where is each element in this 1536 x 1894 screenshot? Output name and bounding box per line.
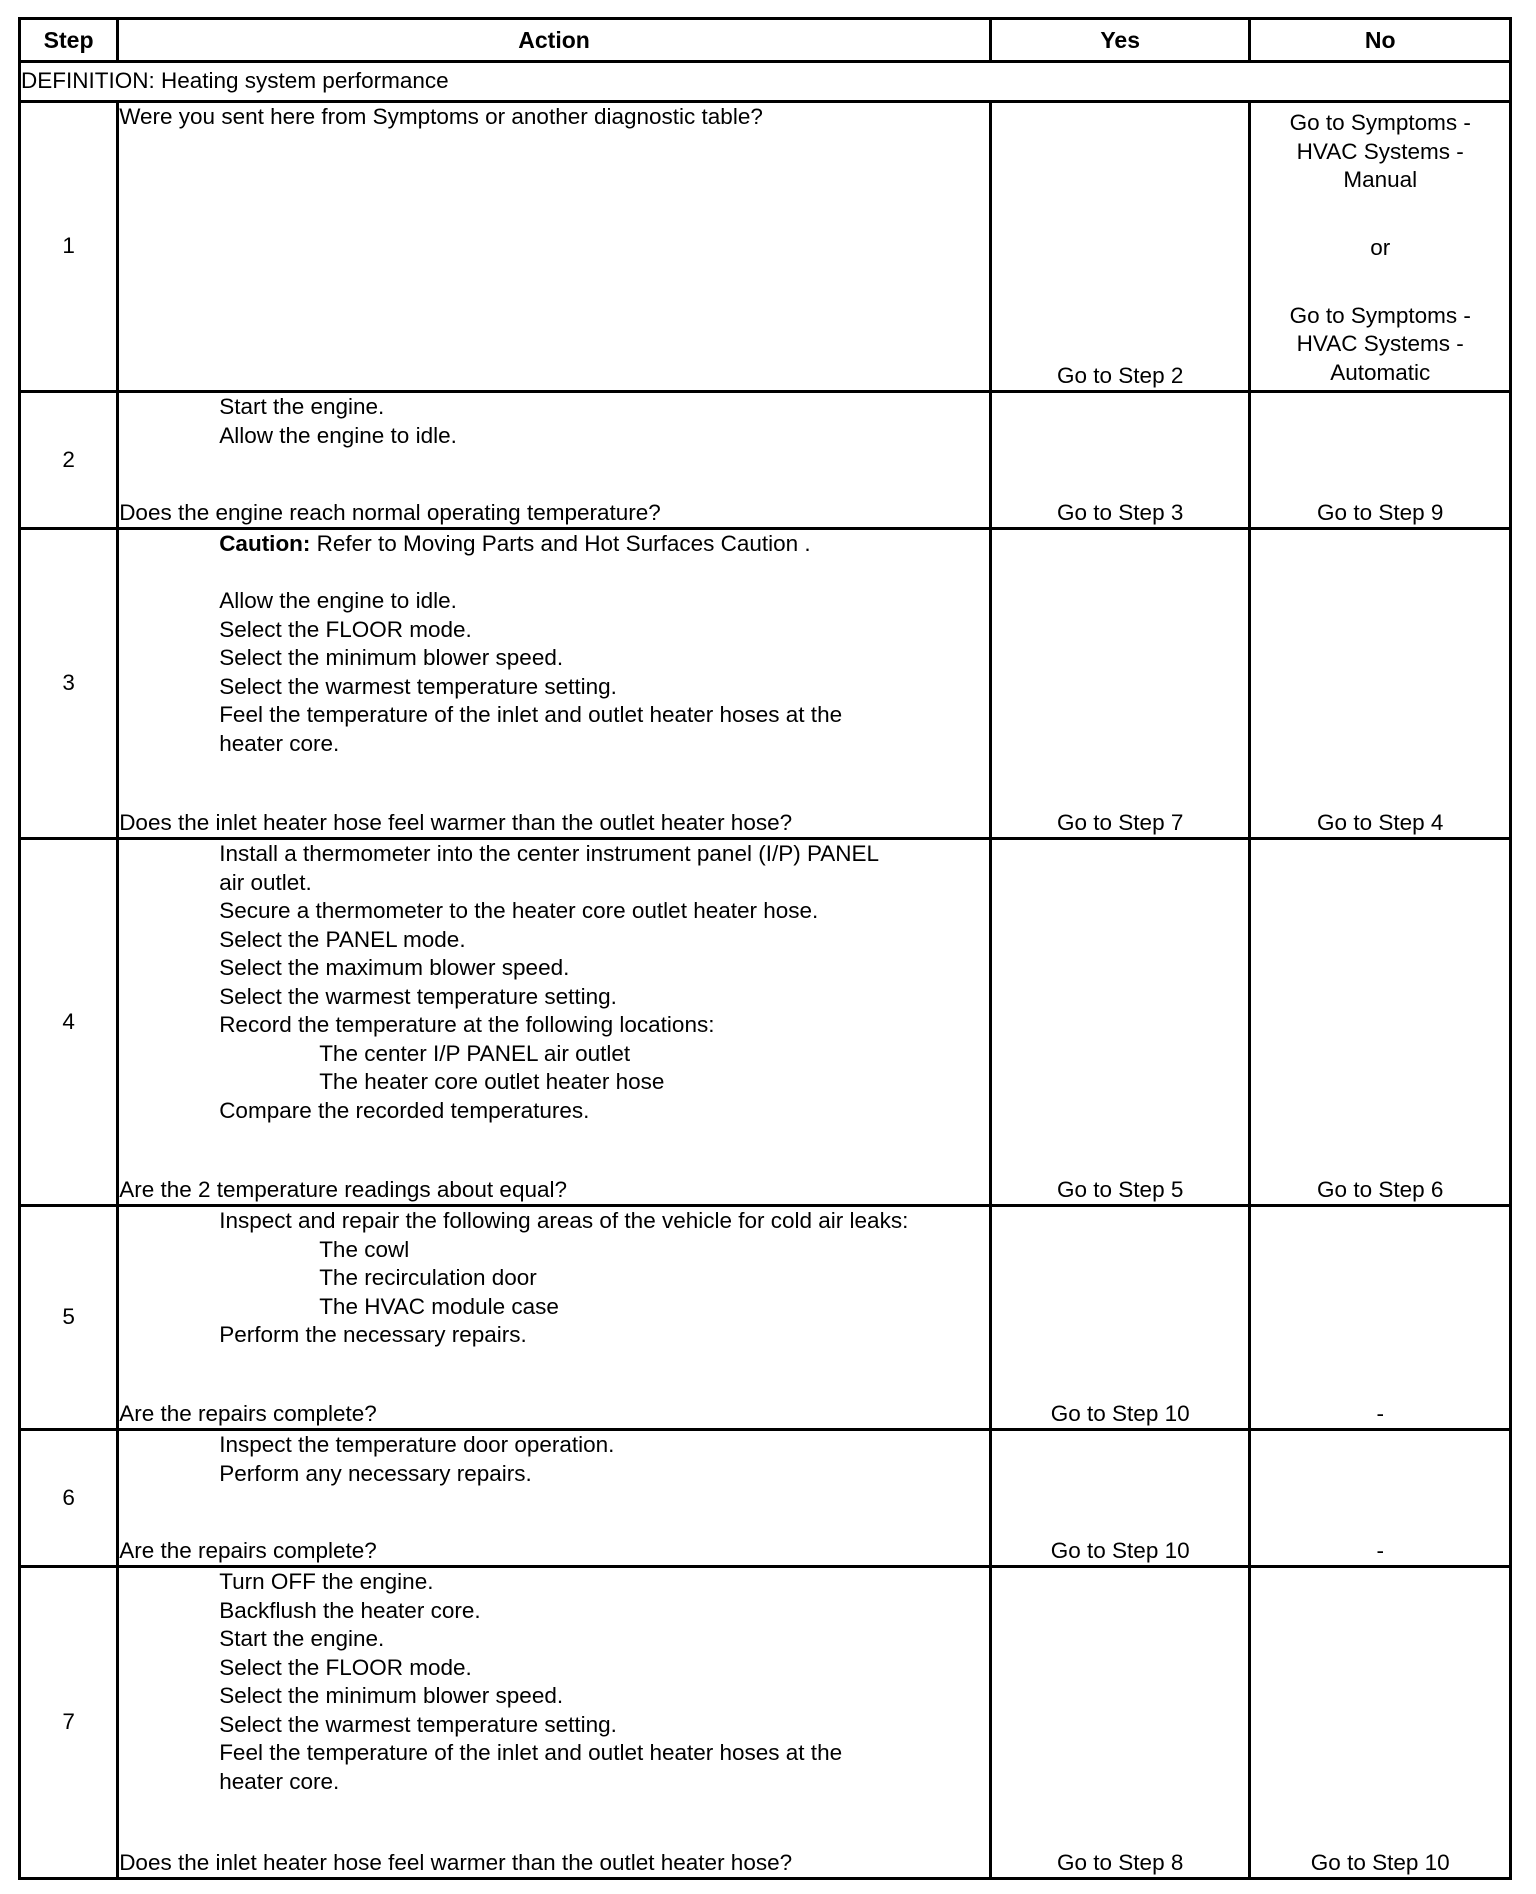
step-question: Are the repairs complete?	[119, 1400, 377, 1426]
no-result: Go to Step 4	[1250, 529, 1511, 839]
no-result-line: HVAC Systems -	[1296, 138, 1464, 164]
step-question: Are the repairs complete?	[119, 1537, 377, 1563]
step-number: 3	[20, 529, 118, 839]
step-question: Does the inlet heater hose feel warmer than the outlet heater hose?	[119, 1849, 793, 1875]
step-question: Does the inlet heater hose feel warmer than the outlet heater hose?	[119, 809, 793, 835]
action-line: Select the FLOOR mode.	[219, 616, 472, 642]
action-cell	[118, 1430, 991, 1567]
table-row	[20, 529, 1511, 839]
table-row	[20, 839, 1511, 1206]
table-row	[20, 1206, 1511, 1430]
yes-result: Go to Step 7	[990, 529, 1250, 839]
no-result: -	[1250, 1430, 1511, 1567]
caution-label: Caution:	[219, 531, 311, 556]
action-subline: The center I/P PANEL air outlet	[319, 1040, 631, 1066]
step-number: 2	[20, 392, 118, 529]
no-result-line: Manual	[1343, 167, 1418, 192]
action-line: Start the engine.	[219, 1626, 385, 1651]
action-cell	[118, 392, 991, 529]
no-result: Go to Step 9	[1250, 392, 1511, 529]
action-line: Feel the temperature of the inlet and outlet heater hoses at the	[219, 1740, 843, 1765]
step-question: Does the engine reach normal operating temperature?	[119, 499, 661, 525]
action-line: Select the minimum blower speed.	[219, 1683, 564, 1708]
action-line: Turn OFF the engine.	[219, 1569, 434, 1594]
yes-result: Go to Step 8	[990, 1567, 1250, 1879]
action-line: Select the warmest temperature setting.	[219, 983, 617, 1009]
action-line: Perform any necessary repairs.	[219, 1460, 532, 1486]
step-question: Are the 2 temperature readings about equal?	[119, 1176, 567, 1202]
yes-result: Go to Step 10	[990, 1430, 1250, 1567]
no-result: -	[1250, 1206, 1511, 1430]
table-row	[20, 1430, 1511, 1567]
no-result	[1250, 102, 1511, 392]
step-number: 5	[20, 1206, 118, 1430]
action-line: Select the PANEL mode.	[219, 926, 466, 952]
diagnostic-table	[18, 17, 1512, 1880]
action-line: air outlet.	[219, 869, 312, 895]
action-line: Inspect and repair the following areas of the vehicle for cold air leaks:	[219, 1208, 909, 1233]
action-line: Perform the necessary repairs.	[219, 1322, 527, 1347]
step-question: Were you sent here from Symptoms or another diagnostic table?	[119, 104, 763, 129]
action-line: Select the maximum blower speed.	[219, 955, 570, 980]
table-header-row	[20, 19, 1511, 62]
header-action: Action	[118, 19, 991, 62]
action-line: Compare the recorded temperatures.	[219, 1097, 590, 1123]
action-cell	[118, 529, 991, 839]
definition-row	[20, 62, 1511, 102]
no-result-line: HVAC Systems -	[1296, 331, 1464, 356]
action-line: Feel the temperature of the inlet and outlet heater hoses at the	[219, 702, 843, 727]
step-number: 7	[20, 1567, 118, 1879]
no-result: Go to Step 10	[1250, 1567, 1511, 1879]
yes-result: Go to Step 10	[990, 1206, 1250, 1430]
step-number: 6	[20, 1430, 118, 1567]
action-subline: The HVAC module case	[319, 1293, 559, 1319]
action-line: Start the engine.	[219, 394, 385, 419]
action-line: heater core.	[219, 1768, 340, 1794]
action-line: Select the warmest temperature setting.	[219, 673, 617, 699]
action-line: Select the minimum blower speed.	[219, 645, 564, 670]
action-subline: The recirculation door	[319, 1265, 537, 1290]
action-subline: The cowl	[319, 1236, 410, 1262]
step-number: 4	[20, 839, 118, 1206]
table-row	[20, 392, 1511, 529]
action-line: Backflush the heater core.	[219, 1597, 481, 1623]
header-yes: Yes	[990, 19, 1250, 62]
yes-result: Go to Step 5	[990, 839, 1250, 1206]
action-subline: The heater core outlet heater hose	[319, 1069, 665, 1094]
table-row	[20, 102, 1511, 392]
no-result-line: Go to Symptoms -	[1289, 302, 1471, 328]
no-result-or: or	[1370, 234, 1391, 260]
no-result: Go to Step 6	[1250, 839, 1511, 1206]
action-cell	[118, 839, 991, 1206]
table-row	[20, 1567, 1511, 1879]
caution-text: Refer to Moving Parts and Hot Surfaces Caution .	[310, 531, 811, 556]
action-line: Install a thermometer into the center instrument panel (I/P) PANEL	[219, 841, 880, 866]
action-line: Inspect the temperature door operation.	[219, 1432, 615, 1457]
step-number: 1	[20, 102, 118, 392]
action-line: Select the warmest temperature setting.	[219, 1711, 617, 1737]
action-cell	[118, 1567, 991, 1879]
action-line: Record the temperature at the following locations:	[219, 1012, 715, 1037]
no-result-line: Automatic	[1330, 359, 1431, 385]
yes-result: Go to Step 3	[990, 392, 1250, 529]
header-no: No	[1250, 19, 1511, 62]
action-line: Allow the engine to idle.	[219, 422, 457, 448]
header-step: Step	[20, 19, 118, 62]
action-line: Secure a thermometer to the heater core outlet heater hose.	[219, 898, 819, 923]
definition-text: DEFINITION: Heating system performance	[20, 62, 1511, 102]
action-cell	[118, 1206, 991, 1430]
diagnostic-page	[18, 17, 1512, 1875]
action-line: Select the FLOOR mode.	[219, 1654, 472, 1680]
no-result-line: Go to Symptoms -	[1289, 110, 1471, 135]
action-line: Allow the engine to idle.	[219, 588, 457, 613]
action-line: heater core.	[219, 730, 340, 756]
caution-line	[219, 530, 989, 559]
yes-result: Go to Step 2	[990, 102, 1250, 392]
action-cell	[118, 102, 991, 392]
